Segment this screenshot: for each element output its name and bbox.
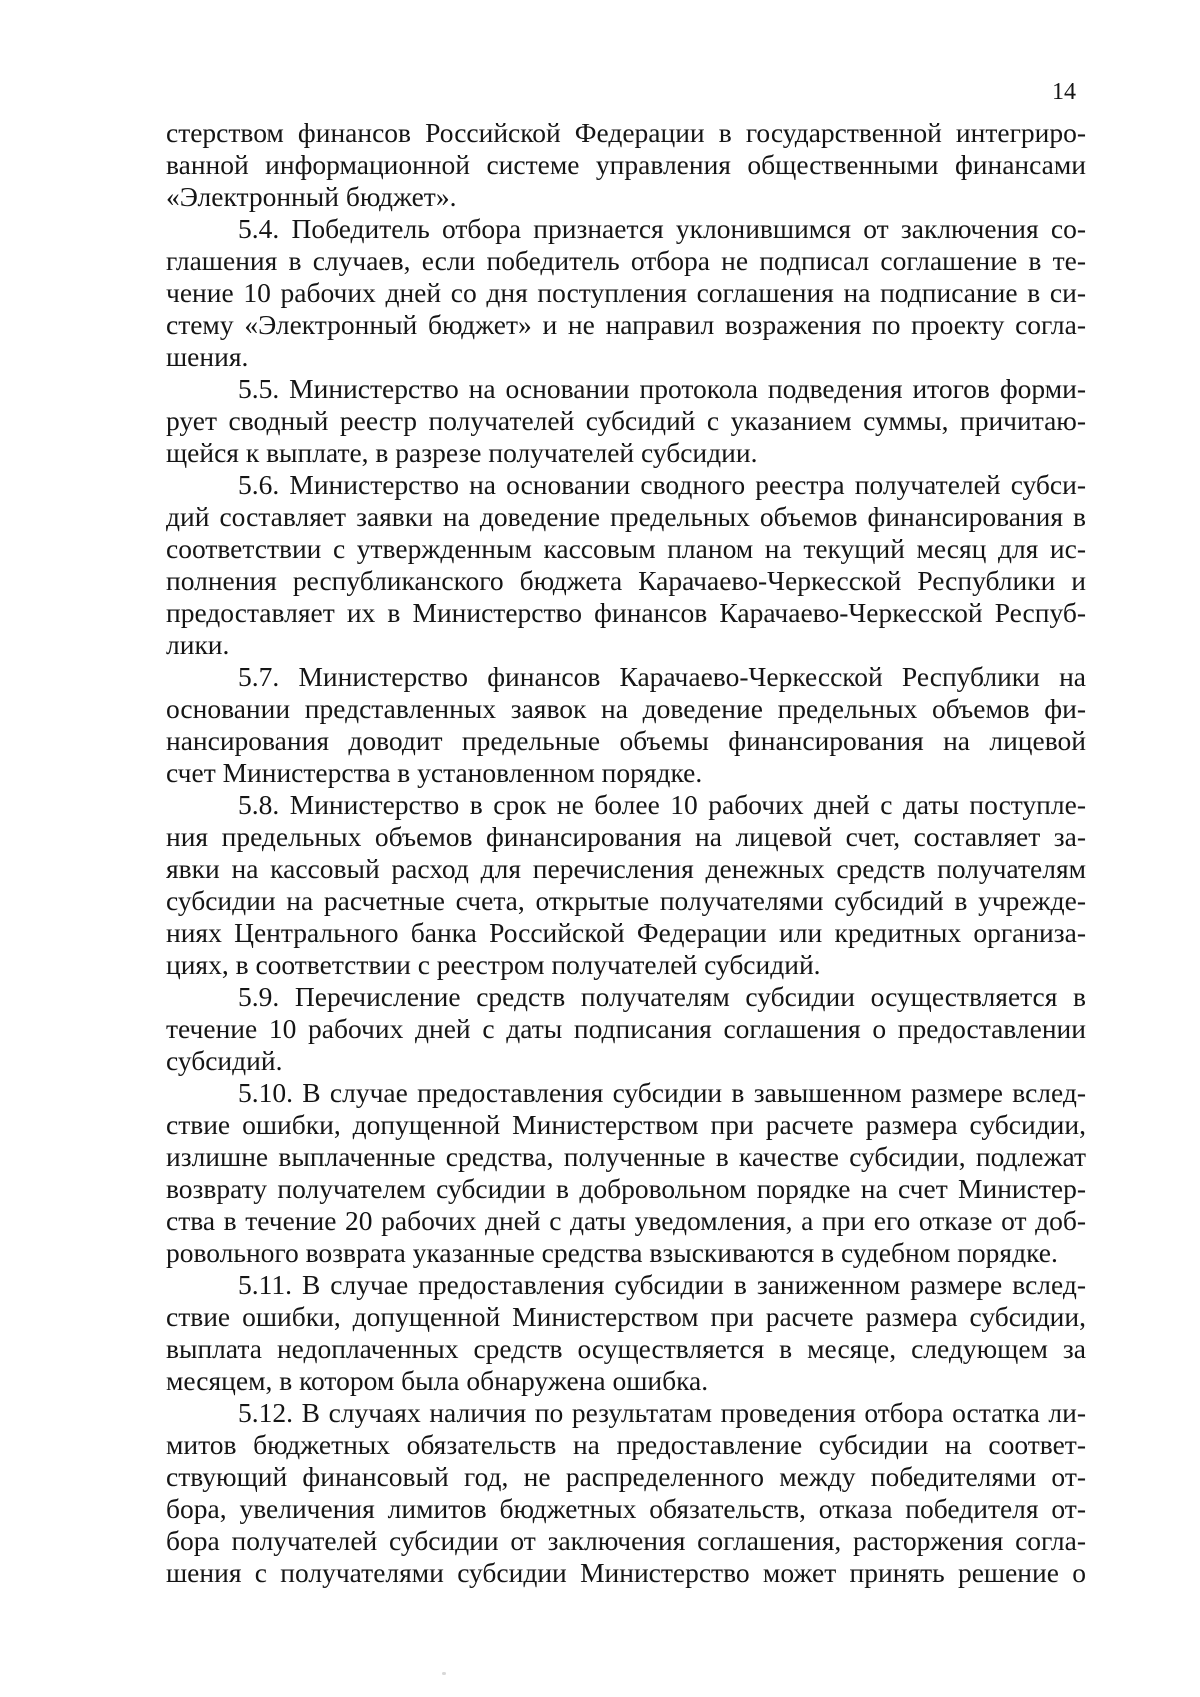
text-line: ниях Центрального банка Российской Федерации или кредитных организа-	[166, 917, 1086, 948]
text-line: течение 10 рабочих дней с даты подписания соглашения о предоставлении	[166, 1013, 1086, 1044]
text-line: ния предельных объемов финансирования на лицевой счет, составляет за-	[166, 821, 1086, 852]
clause-5-10-first-line: 5.10. В случае предоставления субсидии в завышенном размере вслед-	[238, 1077, 1086, 1108]
text-line: ствующий финансовый год, не распределенного между победителями от-	[166, 1461, 1086, 1492]
scan-speck	[442, 1672, 446, 1675]
text-line: явки на кассовый расход для перечисления денежных средств получателям	[166, 853, 1086, 884]
clause-5-6-first-line: 5.6. Министерство на основании сводного реестра получателей субси-	[238, 469, 1086, 500]
text-line: стерством финансов Российской Федерации в государственной интегриро-	[166, 117, 1086, 148]
text-line: бора, увеличения лимитов бюджетных обязательств, отказа победителя от-	[166, 1493, 1086, 1524]
clause-5-12-first-line: 5.12. В случаях наличия по результатам проведения отбора остатка ли-	[238, 1397, 1086, 1428]
text-line: митов бюджетных обязательств на предоставление субсидии на соответ-	[166, 1429, 1086, 1460]
text-line: излишне выплаченные средства, полученные в качестве субсидии, подлежат	[166, 1141, 1086, 1172]
text-line: бора получателей субсидии от заключения соглашения, расторжения согла-	[166, 1525, 1086, 1556]
text-line: чение 10 рабочих дней со дня поступления соглашения на подписание в си-	[166, 277, 1086, 308]
text-line: месяцем, в котором была обнаружена ошибка.	[166, 1365, 709, 1396]
text-line: лики.	[166, 629, 230, 660]
clause-5-7-first-line: 5.7. Министерство финансов Карачаево-Черкесской Республики на	[238, 661, 1086, 692]
text-line: полнения республиканского бюджета Карачаево-Черкесской Республики и	[166, 565, 1086, 596]
text-line: ства в течение 20 рабочих дней с даты уведомления, а при его отказе от доб-	[166, 1205, 1086, 1236]
clause-5-4-first-line: 5.4. Победитель отбора признается уклонившимся от заключения со-	[238, 213, 1086, 244]
text-line: предоставляет их в Министерство финансов Карачаево-Черкесской Респуб-	[166, 597, 1086, 628]
text-line: нансирования доводит предельные объемы финансирования на лицевой	[166, 725, 1086, 756]
text-line: субсидии на расчетные счета, открытые получателями субсидий в учрежде-	[166, 885, 1086, 916]
page-number: 14	[1052, 79, 1076, 105]
text-line: ванной информационной системе управления общественными финансами	[166, 149, 1086, 180]
clause-5-9-first-line: 5.9. Перечисление средств получателям субсидии осуществляется в	[238, 981, 1086, 1012]
text-line: шения.	[166, 341, 249, 372]
text-line: шения с получателями субсидии Министерство может принять решение о	[166, 1557, 1086, 1588]
text-line: «Электронный бюджет».	[166, 181, 457, 212]
text-line: ровольного возврата указанные средства взыскиваются в судебном порядке.	[166, 1237, 1058, 1268]
text-line: основании представленных заявок на доведение предельных объемов фи-	[166, 693, 1086, 724]
text-line: возврату получателем субсидии в добровольном порядке на счет Министер-	[166, 1173, 1086, 1204]
clause-5-8-first-line: 5.8. Министерство в срок не более 10 рабочих дней с даты поступле-	[238, 789, 1086, 820]
text-line: глашения в случаев, если победитель отбора не подписал соглашение в те-	[166, 245, 1086, 276]
clause-5-5-first-line: 5.5. Министерство на основании протокола подведения итогов форми-	[238, 373, 1086, 404]
clause-5-11-first-line: 5.11. В случае предоставления субсидии в заниженном размере вслед-	[238, 1269, 1086, 1300]
text-line: ствие ошибки, допущенной Министерством при расчете размера субсидии,	[166, 1109, 1086, 1140]
text-line: счет Министерства в установленном порядке.	[166, 757, 703, 788]
text-line: циях, в соответствии с реестром получателей субсидий.	[166, 949, 821, 980]
document-body	[166, 117, 1086, 1589]
text-line: стему «Электронный бюджет» и не направил возражения по проекту согла-	[166, 309, 1086, 340]
text-line: щейся к выплате, в разрезе получателей субсидии.	[166, 437, 758, 468]
text-line: рует сводный реестр получателей субсидий с указанием суммы, причитаю-	[166, 405, 1086, 436]
text-line: дий составляет заявки на доведение предельных объемов финансирования в	[166, 501, 1086, 532]
text-line: субсидий.	[166, 1045, 283, 1076]
text-line: ствие ошибки, допущенной Министерством при расчете размера субсидии,	[166, 1301, 1086, 1332]
text-line: соответствии с утвержденным кассовым планом на текущий месяц для ис-	[166, 533, 1086, 564]
text-line: выплата недоплаченных средств осуществляется в месяце, следующем за	[166, 1333, 1086, 1364]
